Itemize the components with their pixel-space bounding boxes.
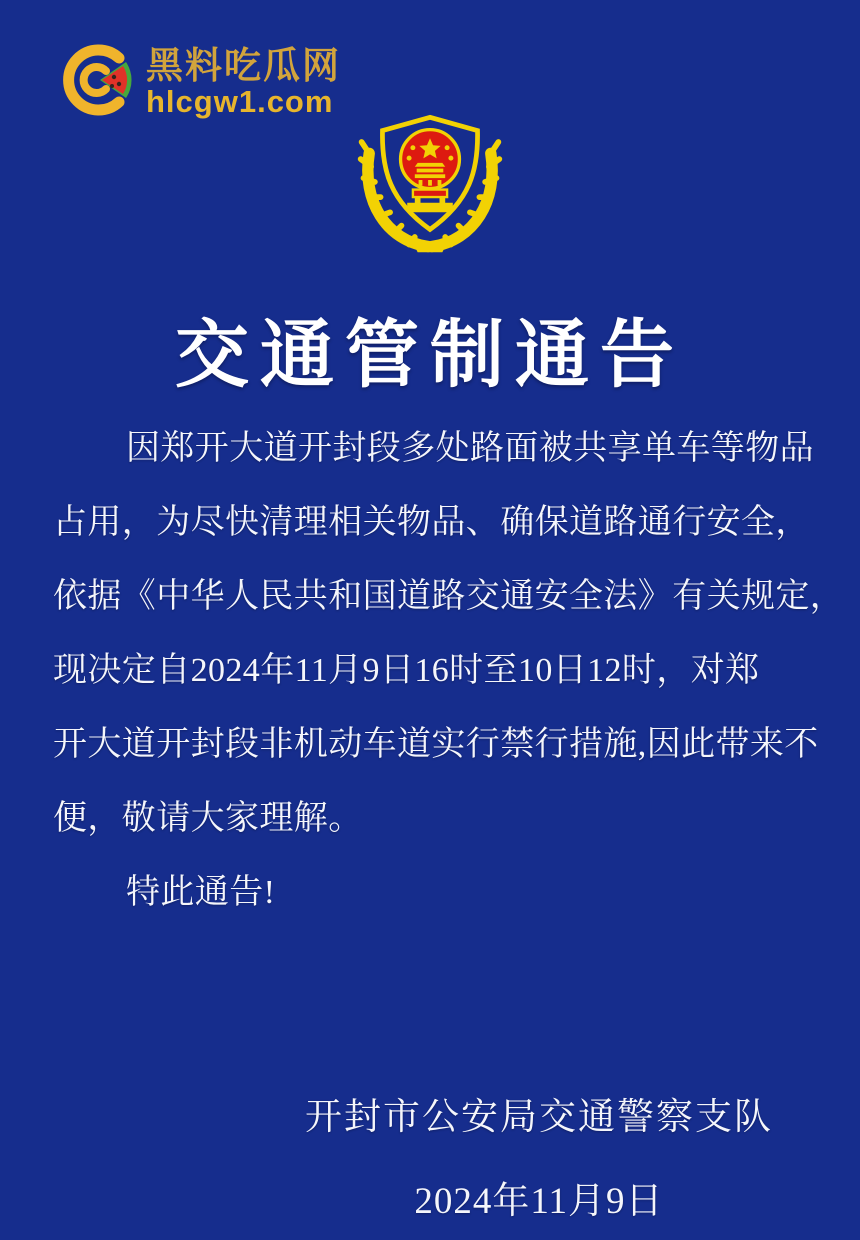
date: 2024年11月9日 bbox=[414, 1181, 664, 1222]
watermark-site-name: 黑料吃瓜网 bbox=[146, 44, 341, 86]
notice-body-line: 便，敬请大家理解。 bbox=[53, 800, 363, 837]
notice-body-line: 因郑开大道开封段多处路面被共享单车等物品 bbox=[126, 430, 814, 467]
notice-body-line: 占用，为尽快清理相关物品、确保道路通行安全， bbox=[53, 504, 810, 541]
notice-body-line: 开大道开封段非机动车道实行禁行措施,因此带来不 bbox=[53, 726, 819, 763]
notice-body-line: 依据《中华人民共和国道路交通安全法》有关规定， bbox=[53, 578, 845, 615]
watermark bbox=[56, 40, 341, 125]
signature: 开封市公安局交通警察支队 bbox=[305, 1097, 773, 1138]
watermelon-logo-icon bbox=[56, 40, 136, 125]
signature-block bbox=[0, 1086, 860, 1224]
notice-body bbox=[53, 412, 845, 930]
page-title: 交通管制通告 bbox=[175, 315, 685, 397]
notice-body-line: 现决定自2024年11月9日16时至10日12时，对郑 bbox=[53, 652, 760, 689]
notice-body-line: 特此通告! bbox=[126, 874, 276, 911]
police-badge-icon bbox=[354, 104, 506, 261]
watermark-site-url: hlcgw1.com bbox=[146, 83, 334, 119]
